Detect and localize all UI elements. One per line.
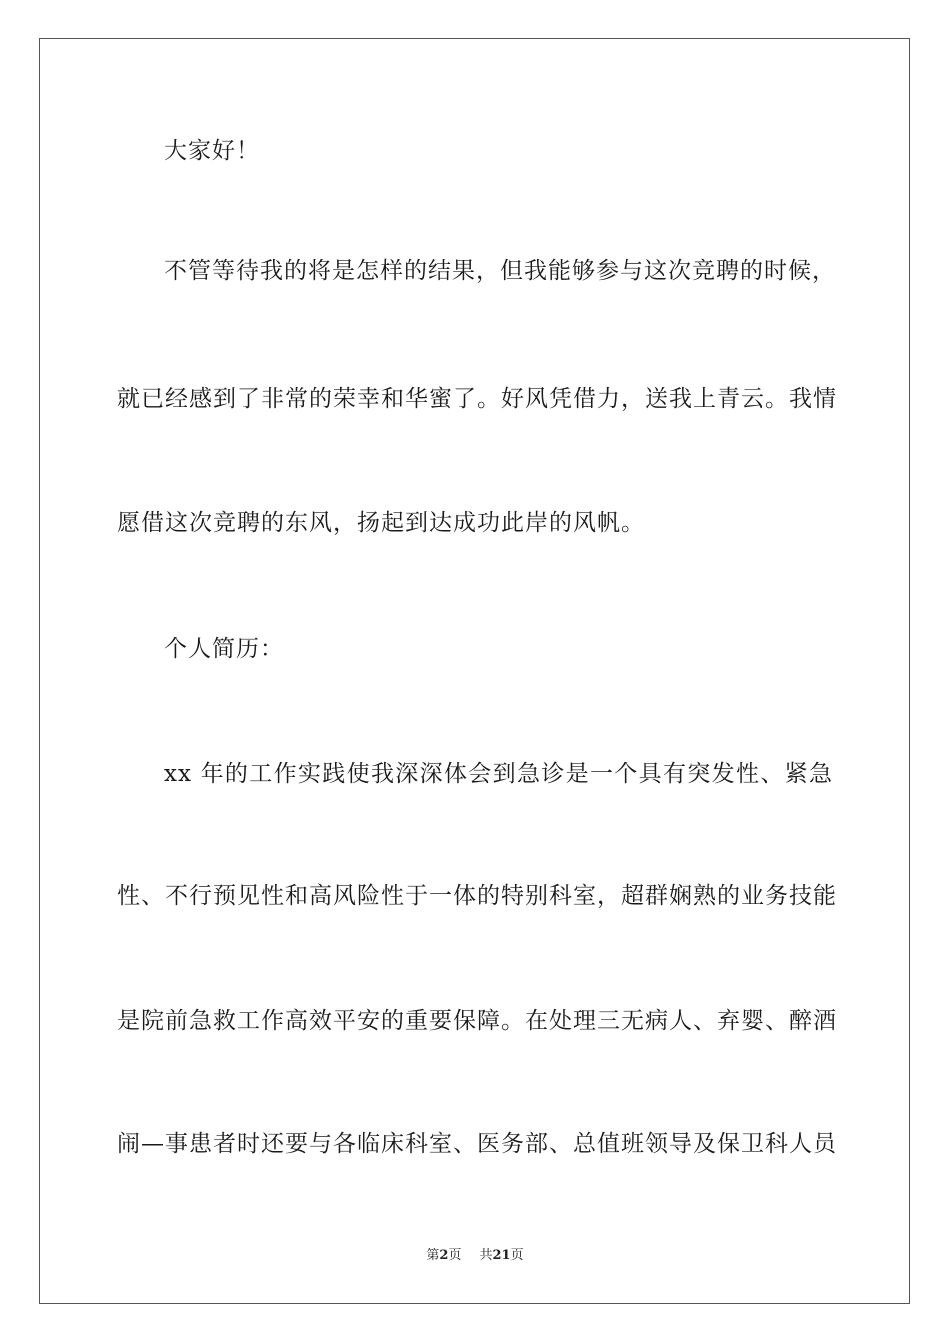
paragraph-2-line-4: 闹—事患者时还要与各临床科室、医务部、总值班领导及保卫科人员	[117, 1131, 837, 1157]
greeting-text: 大家好！	[164, 138, 260, 164]
page-suffix: 页	[448, 1248, 462, 1263]
paragraph-1-line-2: 就已经感到了非常的荣幸和华蜜了。好风凭借力，送我上青云。我情	[117, 386, 837, 412]
paragraph-1-line-1: 不管等待我的将是怎样的结果，但我能够参与这次竞聘的时候，	[164, 258, 836, 284]
page-border	[39, 38, 910, 1304]
page-prefix: 第	[426, 1248, 440, 1263]
total-page-number: 21	[492, 1248, 511, 1263]
resume-heading: 个人简历：	[164, 636, 284, 662]
paragraph-2-line-3: 是院前急救工作高效平安的重要保障。在处理三无病人、弃婴、醉酒	[117, 1008, 837, 1034]
current-page-number: 2	[439, 1248, 449, 1263]
total-prefix: 共	[479, 1248, 493, 1263]
page-footer	[0, 1247, 950, 1265]
paragraph-2-line-2: 性、不行预见性和高风险性于一体的特别科室，超群娴熟的业务技能	[117, 883, 837, 909]
paragraph-2-line-1: xx 年的工作实践使我深深体会到急诊是一个具有突发性、紧急	[164, 761, 833, 787]
total-suffix: 页	[510, 1248, 524, 1263]
paragraph-1-line-3: 愿借这次竞聘的东风，扬起到达成功此岸的风帆。	[117, 510, 645, 536]
